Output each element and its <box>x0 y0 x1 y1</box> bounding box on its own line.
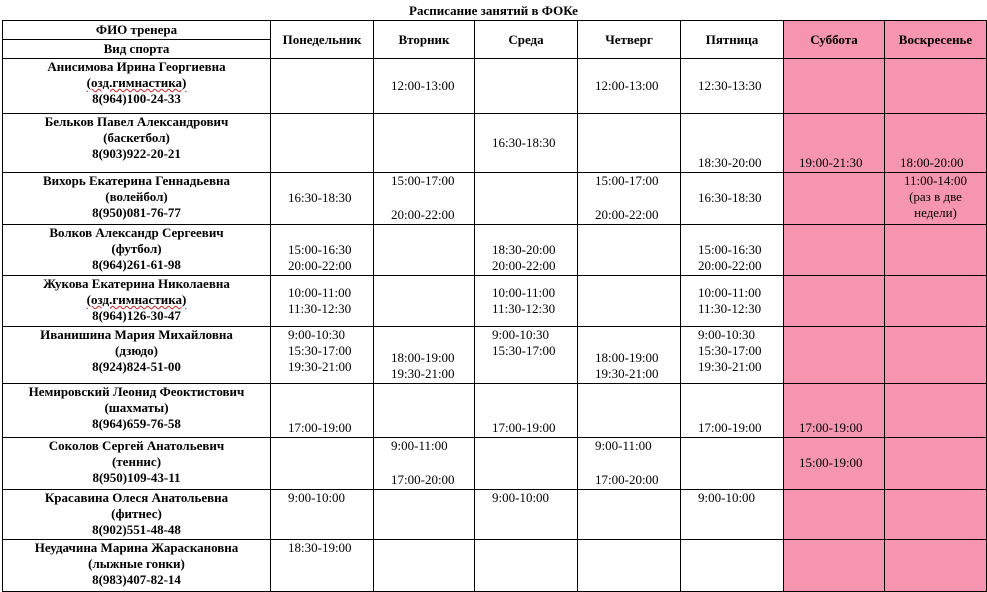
trainer-phone: 8(950)109-43-11 <box>92 470 181 485</box>
trainer-cell <box>3 384 271 438</box>
trainer-row <box>3 114 987 173</box>
trainer-name: Красавина Олеся Анатольевна <box>44 490 229 505</box>
trainer-sport: (дзюдо) <box>115 343 158 358</box>
slot-tuesday <box>374 327 475 384</box>
time-slot: 9:00-10:30 <box>698 327 756 342</box>
slot-sunday <box>885 173 987 225</box>
trainer-cell <box>3 225 271 276</box>
slot-monday <box>271 384 374 438</box>
trainer-sport: (шахматы) <box>104 400 169 415</box>
trainer-sport: (фитнес) <box>111 506 162 521</box>
time-slot: 15:30-17:00 <box>698 343 762 358</box>
slot-thursday <box>578 438 681 490</box>
slot-monday <box>271 173 374 225</box>
time-slot: 9:00-10:00 <box>698 490 756 505</box>
trainer-name: Неудачина Марина Жараскановна <box>34 540 239 555</box>
slot-monday <box>271 540 374 592</box>
slot-tuesday <box>374 173 475 225</box>
header-trainer: ФИО тренера <box>3 21 271 40</box>
slot-sunday <box>885 225 987 276</box>
slot-saturday <box>784 225 885 276</box>
trainer-name: Иванишина Мария Михайловна <box>40 327 233 342</box>
trainer-row <box>3 276 987 327</box>
slot-tuesday <box>374 490 475 540</box>
slot-monday <box>271 327 374 384</box>
time-slot: 12:00-13:00 <box>595 77 659 93</box>
slot-wednesday <box>475 327 578 384</box>
trainer-sport: (волейбол) <box>105 189 168 204</box>
trainer-row <box>3 540 987 592</box>
time-slot: 9:00-11:00 <box>595 438 652 453</box>
time-slot: (раз в две <box>909 189 962 204</box>
slot-sunday <box>885 327 987 384</box>
trainer-phone: 8(964)100-24-33 <box>92 91 181 106</box>
slot-monday <box>271 59 374 114</box>
time-slot: 11:30-12:30 <box>698 300 762 316</box>
trainer-phone: 8(964)659-76-58 <box>92 416 181 431</box>
time-slot: 15:00-16:30 <box>288 242 352 257</box>
slot-sunday <box>885 276 987 327</box>
time-slot: 17:00-19:00 <box>799 420 863 435</box>
time-slot: 18:30-19:00 <box>288 540 352 555</box>
slot-sunday <box>885 490 987 540</box>
time-slot: 17:00-20:00 <box>595 472 659 487</box>
slot-saturday <box>784 114 885 173</box>
time-slot: 11:30-12:30 <box>288 300 352 316</box>
time-slot: 17:00-20:00 <box>391 472 455 487</box>
time-slot: 17:00-19:00 <box>492 420 556 435</box>
trainer-row <box>3 59 987 114</box>
trainer-cell <box>3 438 271 490</box>
slot-thursday <box>578 114 681 173</box>
trainer-name: Анисимова Ирина Георгиевна <box>47 59 226 74</box>
trainer-phone: 8(964)261-61-98 <box>92 257 181 272</box>
slot-wednesday <box>475 438 578 490</box>
time-slot: 20:00-22:00 <box>288 258 352 273</box>
time-slot: 15:30-17:00 <box>288 343 352 358</box>
trainer-name: Жукова Екатерина Николаевна <box>43 276 230 291</box>
slot-wednesday <box>475 114 578 173</box>
trainer-row <box>3 438 987 490</box>
trainer-row <box>3 225 987 276</box>
time-slot: 16:30-18:30 <box>288 190 352 205</box>
slot-wednesday <box>475 276 578 327</box>
slot-saturday <box>784 384 885 438</box>
slot-thursday <box>578 384 681 438</box>
time-slot: 19:30-21:00 <box>391 366 455 381</box>
trainer-row <box>3 173 987 225</box>
slot-tuesday <box>374 276 475 327</box>
time-slot: 15:30-17:00 <box>492 343 556 358</box>
slot-friday <box>681 276 784 327</box>
trainer-row <box>3 327 987 384</box>
slot-saturday <box>784 490 885 540</box>
slot-monday <box>271 114 374 173</box>
slot-saturday <box>784 540 885 592</box>
time-slot: 17:00-19:00 <box>698 420 762 435</box>
slot-friday <box>681 540 784 592</box>
trainer-sport: (озд.гимнастика) <box>86 75 187 90</box>
time-slot: 18:30-20:00 <box>492 242 556 257</box>
slot-friday <box>681 490 784 540</box>
time-slot: 19:00-21:30 <box>799 155 863 170</box>
trainer-cell <box>3 490 271 540</box>
time-slot: 10:00-11:00 <box>698 284 762 300</box>
slot-monday <box>271 225 374 276</box>
trainer-phone: 8(902)551-48-48 <box>92 522 181 537</box>
time-slot: 17:00-19:00 <box>288 420 352 435</box>
slot-thursday <box>578 225 681 276</box>
trainer-sport: (лыжные гонки) <box>88 556 185 571</box>
slot-thursday <box>578 173 681 225</box>
trainer-cell <box>3 114 271 173</box>
time-slot: 18:00-20:00 <box>900 155 964 170</box>
slot-saturday <box>784 59 885 114</box>
slot-monday <box>271 276 374 327</box>
slot-saturday <box>784 327 885 384</box>
slot-friday <box>681 384 784 438</box>
trainer-phone: 8(964)126-30-47 <box>92 308 181 323</box>
time-slot: 10:00-11:00 <box>288 284 352 300</box>
trainer-name: Бельков Павел Александрович <box>44 114 229 129</box>
time-slot: 11:00-14:00 <box>903 173 968 188</box>
slot-friday <box>681 114 784 173</box>
trainer-phone: 8(983)407-82-14 <box>92 572 181 587</box>
time-slot: 20:00-22:00 <box>492 258 556 273</box>
time-slot: 10:00-11:00 <box>492 284 556 300</box>
time-slot: 16:30-18:30 <box>492 134 556 150</box>
time-slot: 9:00-10:30 <box>288 327 346 342</box>
time-slot: недели) <box>914 205 957 220</box>
slot-wednesday <box>475 490 578 540</box>
header-day-monday: Понедельник <box>271 21 374 59</box>
slot-sunday <box>885 438 987 490</box>
slot-sunday <box>885 59 987 114</box>
time-slot: 11:30-12:30 <box>492 300 556 316</box>
trainer-sport: (теннис) <box>111 454 162 469</box>
slot-thursday <box>578 540 681 592</box>
slot-sunday <box>885 384 987 438</box>
header-day-friday: Пятница <box>681 21 784 59</box>
time-slot: 12:30-13:30 <box>698 77 762 93</box>
trainer-cell <box>3 276 271 327</box>
time-slot: 15:00-19:00 <box>799 455 863 470</box>
time-slot: 9:00-10:30 <box>492 327 550 342</box>
trainer-phone: 8(924)824-51-00 <box>92 359 181 374</box>
slot-friday <box>681 59 784 114</box>
slot-wednesday <box>475 225 578 276</box>
header-day-wednesday: Среда <box>475 21 578 59</box>
slot-sunday <box>885 114 987 173</box>
slot-friday <box>681 173 784 225</box>
header-day-saturday: Суббота <box>784 21 885 59</box>
trainer-cell <box>3 173 271 225</box>
slot-sunday <box>885 540 987 592</box>
trainer-cell <box>3 540 271 592</box>
time-slot: 19:30-21:00 <box>698 359 762 374</box>
trainer-name: Немировский Леонид Феоктистович <box>28 384 245 399</box>
slot-friday <box>681 327 784 384</box>
time-slot: 18:00-19:00 <box>595 350 659 365</box>
trainer-sport: (озд.гимнастика) <box>86 292 187 307</box>
trainer-name: Волков Александр Сергеевич <box>49 225 224 240</box>
trainer-name: Вихорь Екатерина Геннадьевна <box>42 173 231 188</box>
time-slot: 9:00-10:00 <box>492 490 550 505</box>
time-slot: 16:30-18:30 <box>698 190 762 205</box>
slot-wednesday <box>475 173 578 225</box>
slot-thursday <box>578 276 681 327</box>
time-slot: 19:30-21:00 <box>595 366 659 381</box>
time-slot: 15:00-16:30 <box>698 242 762 257</box>
time-slot: 20:00-22:00 <box>698 258 762 273</box>
slot-thursday <box>578 490 681 540</box>
slot-thursday <box>578 59 681 114</box>
slot-monday <box>271 438 374 490</box>
time-slot: 15:00-17:00 <box>595 173 659 188</box>
header-day-thursday: Четверг <box>578 21 681 59</box>
time-slot: 9:00-11:00 <box>391 438 448 453</box>
time-slot: 12:00-13:00 <box>391 77 455 93</box>
trainer-cell <box>3 59 271 114</box>
trainer-cell <box>3 327 271 384</box>
page-title: Расписание занятий в ФОКе <box>409 3 578 18</box>
slot-friday <box>681 438 784 490</box>
slot-saturday <box>784 438 885 490</box>
header-day-tuesday: Вторник <box>374 21 475 59</box>
slot-tuesday <box>374 59 475 114</box>
slot-thursday <box>578 327 681 384</box>
slot-tuesday <box>374 438 475 490</box>
slot-wednesday <box>475 540 578 592</box>
time-slot: 20:00-22:00 <box>595 207 659 222</box>
slot-tuesday <box>374 384 475 438</box>
trainer-sport: (баскетбол) <box>103 130 170 145</box>
time-slot: 18:30-20:00 <box>698 155 762 170</box>
slot-monday <box>271 490 374 540</box>
trainer-sport: (футбол) <box>111 241 162 256</box>
header-sport: Вид спорта <box>3 40 271 59</box>
trainer-phone: 8(950)081-76-77 <box>92 205 181 220</box>
time-slot: 19:30-21:00 <box>288 359 352 374</box>
header-day-sunday: Воскресенье <box>885 21 987 59</box>
slot-wednesday <box>475 59 578 114</box>
time-slot: 18:00-19:00 <box>391 350 455 365</box>
slot-tuesday <box>374 225 475 276</box>
time-slot: 9:00-10:00 <box>288 490 346 505</box>
slot-saturday <box>784 173 885 225</box>
slot-friday <box>681 225 784 276</box>
trainer-row <box>3 490 987 540</box>
slot-wednesday <box>475 384 578 438</box>
schedule-table <box>2 20 987 592</box>
slot-saturday <box>784 276 885 327</box>
slot-tuesday <box>374 114 475 173</box>
trainer-phone: 8(903)922-20-21 <box>92 146 181 161</box>
trainer-row <box>3 384 987 438</box>
time-slot: 15:00-17:00 <box>391 173 455 188</box>
slot-tuesday <box>374 540 475 592</box>
trainer-name: Соколов Сергей Анатольевич <box>48 438 225 453</box>
time-slot: 20:00-22:00 <box>391 207 455 222</box>
schedule-body <box>3 21 987 592</box>
